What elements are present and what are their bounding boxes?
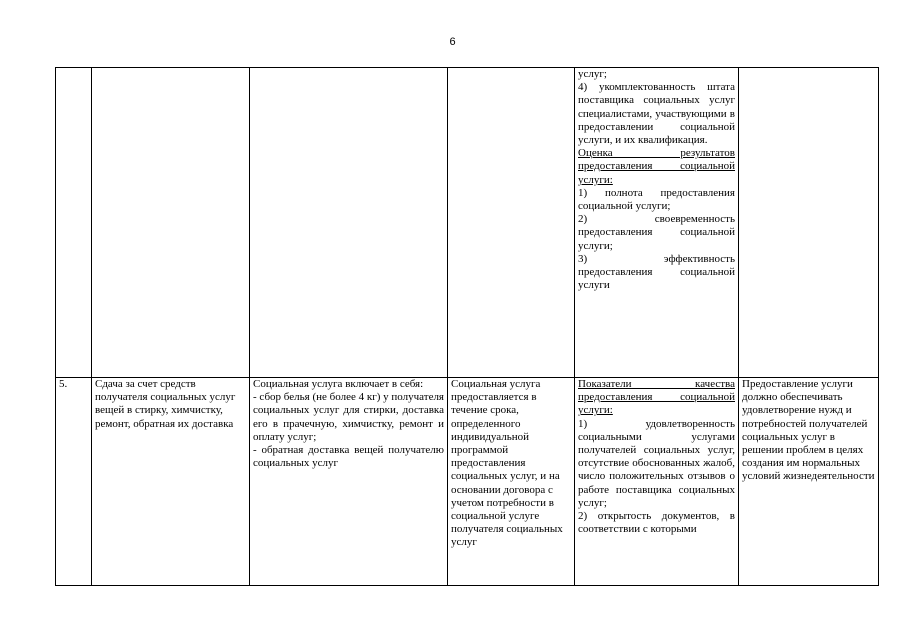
cell-conditions bbox=[739, 378, 879, 586]
services-table bbox=[55, 67, 879, 586]
service-term: Социальная услуга предоставляется в течение срока, определенного индивидуальной программой предоставления социальных услуг, и на основании договора с учетом потребности в социальной услуге получателя социальных услуг bbox=[451, 378, 563, 549]
cell-name bbox=[92, 68, 250, 378]
cell-number bbox=[56, 378, 92, 586]
service-name: Сдача за счет средств получателя социальных услуг вещей в стирку, химчистку, ремонт, обратная их доставка bbox=[95, 378, 236, 430]
row-number: 5. bbox=[59, 378, 68, 390]
page-number: 6 bbox=[449, 36, 456, 48]
cell-quality bbox=[575, 378, 739, 586]
content-intro: Социальная услуга включает в себя: bbox=[253, 378, 424, 390]
cell-name bbox=[92, 378, 250, 586]
evaluation-item: 2) своевременность предоставления социальной услуги; bbox=[578, 213, 735, 252]
evaluation-title: Оценка результатов предоставления социальной услуги: bbox=[578, 147, 735, 186]
cell-term bbox=[448, 68, 575, 378]
cell-content bbox=[250, 68, 448, 378]
table-row-5 bbox=[56, 378, 879, 586]
cell-term bbox=[448, 378, 575, 586]
cell-conditions bbox=[739, 68, 879, 378]
table-row-continued bbox=[56, 68, 879, 378]
evaluation-item: 3) эффективность предоставления социальной услуги bbox=[578, 252, 735, 292]
quality-item: 2) открытость документов, в соответствии с которыми bbox=[578, 510, 735, 536]
cell-number bbox=[56, 68, 92, 378]
quality-title: Показатели качества предоставления социальной услуги: bbox=[578, 378, 735, 417]
quality-item: 1) удовлетворенность социальными услугами получателей социальных услуг, отсутствие обоснованных жалоб, число положительных отзывов о работе поставщика социальных услуг; bbox=[578, 417, 735, 509]
quality-line: 4) укомплектованность штата поставщика социальных услуг специалистами, участвующими в предоставлении социальной услуги, и их квалификация. bbox=[578, 81, 735, 147]
quality-line: услуг; bbox=[578, 68, 607, 80]
cell-content bbox=[250, 378, 448, 586]
evaluation-item: 1) полнота предоставления социальной услуги; bbox=[578, 186, 735, 213]
content-item: - обратная доставка вещей получателю социальных услуг bbox=[253, 444, 444, 470]
cell-quality bbox=[575, 68, 739, 378]
content-item: - сбор белья (не более 4 кг) у получателя социальных услуг для стирки, доставка его в прачечную, химчистку, ремонт и оплату услуг; bbox=[253, 391, 444, 443]
service-conditions: Предоставление услуги должно обеспечивать удовлетворение нужд и потребностей получателей социальных услуг в решении проблем в целях создания им нормальных условий жизнедеятельности bbox=[742, 378, 875, 483]
